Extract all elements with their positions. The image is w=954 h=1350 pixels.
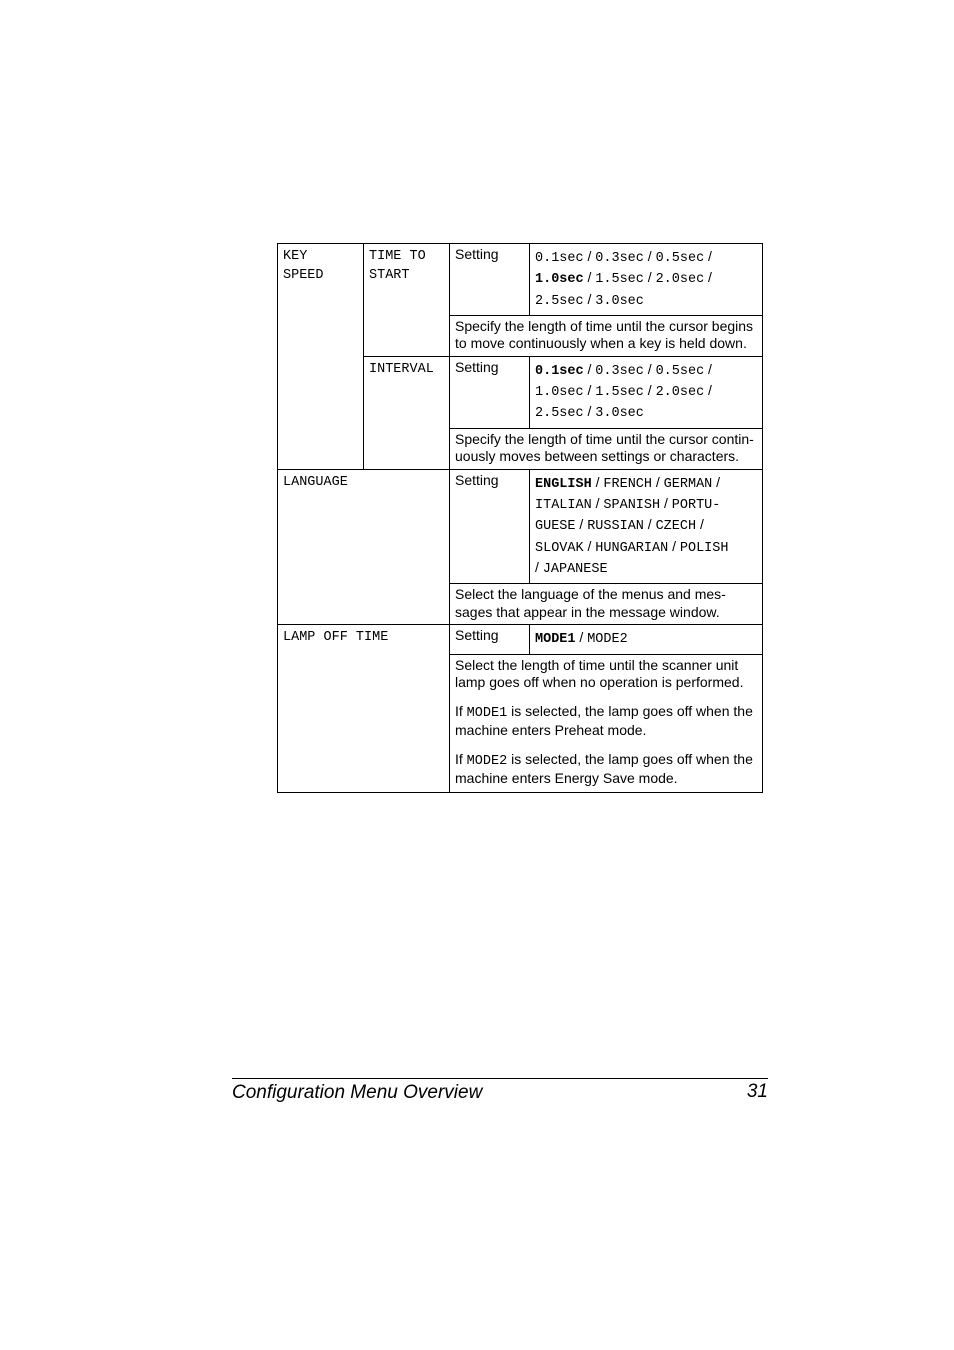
language-description: Select the language of the menus and mes- sages that appear in the message window.	[450, 584, 763, 625]
setting-label: Setting	[450, 625, 530, 654]
default-option: ENGLISH	[535, 476, 592, 492]
mode2-note: If MODE2 is selected, the lamp goes off when the machine enters Energy Save mode.	[455, 750, 753, 787]
footer-divider	[232, 1078, 768, 1079]
config-menu-table	[277, 243, 763, 793]
key-speed-label: KEY SPEED	[278, 244, 364, 470]
time-to-start-label: TIME TO START	[364, 244, 450, 357]
lamp-off-time-label: LAMP OFF TIME	[278, 625, 450, 792]
setting-label: Setting	[450, 469, 530, 583]
interval-label: INTERVAL	[364, 356, 450, 469]
table-row	[278, 244, 763, 316]
default-option: 0.1sec	[535, 363, 584, 379]
mode1-note: If MODE1 is selected, the lamp goes off when the machine enters Preheat mode.	[455, 702, 753, 739]
default-option: MODE1	[535, 632, 576, 648]
default-option: 1.0sec	[535, 272, 584, 288]
language-label: LANGUAGE	[278, 469, 450, 624]
table-row	[278, 469, 763, 583]
language-options: ENGLISH / FRENCH / GERMAN / ITALIAN / SPANISH / PORTU- GUESE / RUSSIAN / CZECH / SLOVAK / HUNGARIAN / POLISH / JAPANESE	[530, 469, 763, 583]
time-to-start-options: 0.1sec / 0.3sec / 0.5sec / 1.0sec / 1.5sec / 2.0sec / 2.5sec / 3.0sec	[530, 244, 763, 316]
lamp-off-time-options: MODE1 / MODE2	[530, 625, 763, 654]
lamp-off-time-description: Select the length of time until the scanner unit lamp goes off when no operation is performed. If MODE1 is selected, the lamp goes off when the machine enters Preheat mode. If MODE2 is selected, the lamp goes off when the machine enters Energy Save mode.	[450, 654, 763, 792]
time-to-start-description: Specify the length of time until the cursor begins to move continuously when a key is held down.	[450, 315, 763, 356]
setting-label: Setting	[450, 356, 530, 428]
table-row	[278, 625, 763, 654]
interval-description: Specify the length of time until the cursor contin- uously moves between settings or characters.	[450, 428, 763, 469]
setting-label: Setting	[450, 244, 530, 316]
page-number: 31	[746, 1081, 768, 1102]
footer-title: Configuration Menu Overview	[232, 1082, 483, 1103]
interval-options: 0.1sec / 0.3sec / 0.5sec / 1.0sec / 1.5sec / 2.0sec / 2.5sec / 3.0sec	[530, 356, 763, 428]
